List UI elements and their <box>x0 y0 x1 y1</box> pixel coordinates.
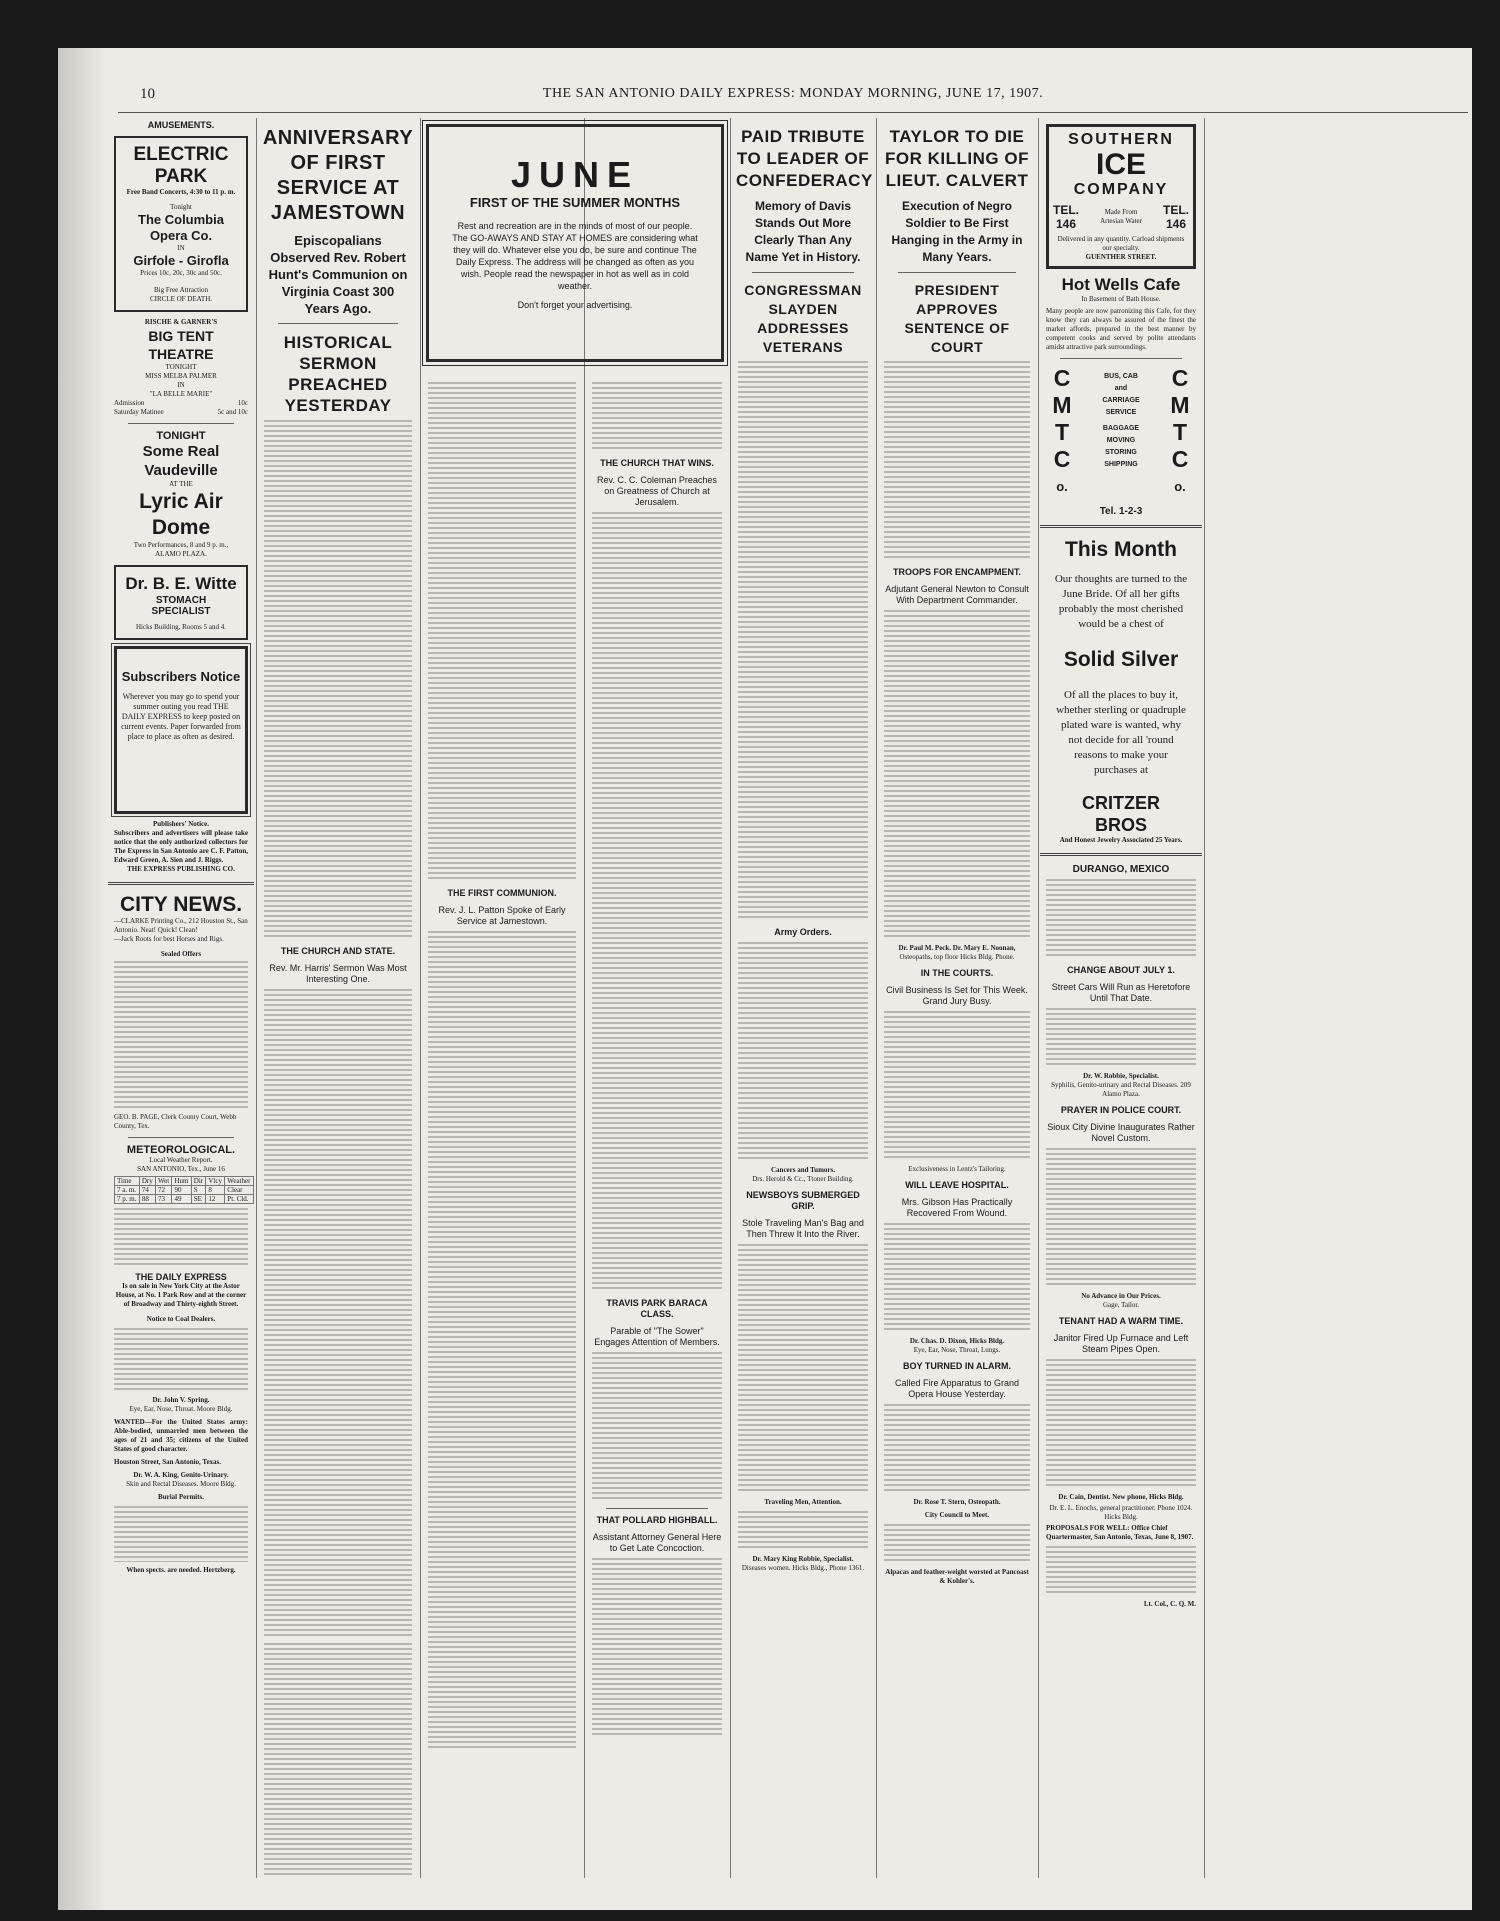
table-cell: 49 <box>172 1195 191 1204</box>
divider <box>278 323 398 324</box>
alarm-headline: BOY TURNED IN ALARM. <box>903 1361 1011 1371</box>
airdome-location: ALAMO PLAZA. <box>155 550 207 558</box>
newsboys-deck: Stole Traveling Man's Bag and Then Threw It Into the River. <box>742 1218 864 1239</box>
noonan-ad-name: Dr. Paul M. Peck. Dr. Mary E. Noonan, <box>898 944 1016 952</box>
divider <box>108 882 254 885</box>
jamestown-headline: ANNIVERSARY OF FIRST SERVICE AT JAMESTOWN <box>262 127 414 224</box>
hot-wells-sub: In Basement of Bath House. <box>1081 295 1161 303</box>
southern-ice-ad <box>1046 124 1196 269</box>
column-ads-right <box>1040 118 1202 1878</box>
enochs-ad: Dr. E. L. Enochs, general practitioner. Phone 1024. Hicks Bldg. <box>1049 1504 1193 1521</box>
wanted-ad: WANTED—For the United States army: Able-bodied, unmarried men between the ages of 21 and 35; citizens of the United States of good character. <box>114 1418 248 1453</box>
big-tent-ad <box>114 318 248 417</box>
sealed-offers-body <box>114 961 248 1111</box>
stern-ad: Dr. Rose T. Stern, Osteopath. <box>913 1498 1001 1506</box>
weather-report-dateline: SAN ANTONIO, Tex., June 16 <box>137 1165 225 1173</box>
airdome-performances: Two Performances, 8 and 9 p. m., <box>133 541 229 549</box>
big-tent-matinee-row <box>114 408 248 417</box>
airdome-at: AT THE <box>169 480 193 488</box>
hot-wells-body: Many people are now patronizing this Cafe, for they know they can always be assured of the finest the market affords, prepared in the best manner by competent cooks and served by polite attendants amidst attractive park surroundings. <box>1046 307 1196 351</box>
electric-park-show: Girfole - Girofla <box>133 253 229 268</box>
table-cell: 12 <box>206 1195 225 1204</box>
table-cell: 73 <box>156 1195 172 1204</box>
table-header: Dry <box>139 1177 155 1186</box>
confederacy-deck: Memory of Davis Stands Out More Clearly Than Any Name Yet in History. <box>745 199 861 264</box>
electric-park-ad <box>114 136 248 312</box>
cmtc-services <box>1102 365 1139 500</box>
article-body <box>884 1524 1030 1564</box>
table-header: Hum <box>172 1177 191 1186</box>
june-announcement-box <box>426 124 724 362</box>
troops-headline: TROOPS FOR ENCAMPMENT. <box>892 567 1021 577</box>
army-orders-subhead: Army Orders. <box>774 927 832 937</box>
divider <box>1060 358 1182 359</box>
ice-ad-line-1: SOUTHERN <box>1068 131 1174 148</box>
hospital-headline: WILL LEAVE HOSPITAL. <box>905 1180 1009 1190</box>
cmtc-service: BUS, CAB <box>1104 373 1138 380</box>
ice-ad-tel-right <box>1163 203 1189 231</box>
confederacy-headline: PAID TRIBUTE TO LEADER OF CONFEDERACY <box>736 127 873 190</box>
airdome-title: Lyric Air Dome <box>139 490 223 539</box>
table-cell: 74 <box>139 1186 155 1195</box>
divider <box>1040 525 1202 528</box>
burial-footer: When spects. are needed. Hertzberg. <box>126 1566 236 1574</box>
troops-deck: Adjutant General Newton to Consult With Department Commander. <box>885 584 1029 605</box>
baraca-headline: TRAVIS PARK BARACA CLASS. <box>606 1298 708 1319</box>
article-body <box>738 942 868 1162</box>
historical-sermon-headline: HISTORICAL SERMON PREACHED YESTERDAY <box>283 333 393 415</box>
column-rule <box>1204 118 1205 1878</box>
council-headline: City Council to Meet. <box>924 1511 990 1519</box>
spring-ad-name: Dr. John V. Spring. <box>152 1396 210 1404</box>
critzer-brand: CRITZER BROS <box>1082 793 1160 835</box>
critzer-body-1: Our thoughts are turned to the June Bride. Of all her gifts probably the most cherished would be a chest of <box>1054 573 1188 630</box>
dixon-ad-name: Dr. Chas. D. Dixon, Hicks Bldg. <box>909 1337 1005 1345</box>
table-cell: SE <box>191 1195 206 1204</box>
electric-park-circle: CIRCLE OF DEATH. <box>149 295 213 303</box>
hot-wells-ad <box>1046 275 1196 352</box>
church-wins-deck: Rev. C. C. Coleman Preaches on Greatness of Church at Jerusalem. <box>597 475 717 507</box>
article-body <box>884 1223 1030 1333</box>
page-number: 10 <box>140 86 155 102</box>
jamestown-deck: Episcopalians Observed Rev. Robert Hunt's Communion on Virginia Coast 300 Years Ago. <box>268 233 408 316</box>
divider <box>752 272 854 273</box>
article-body <box>428 931 576 1751</box>
church-wins-headline: THE CHURCH THAT WINS. <box>600 458 714 468</box>
critzer-tagline: And Honest Jewelry Associated 25 Years. <box>1059 836 1183 844</box>
baraca-deck: Parable of "The Sower" Engages Attention of Members. <box>594 1326 720 1347</box>
daily-express-body: Is on sale in New York City at the Astor House, at No. 1 Park Row and at the corner of Broadway and Thirty-eighth Street. <box>115 1282 247 1308</box>
patton-deck: Rev. J. L. Patton Spoke of Early Service at Jamestown. <box>438 905 566 926</box>
article-body <box>428 382 576 882</box>
prayer-deck: Sioux City Divine Inaugurates Rather Novel Custom. <box>1047 1122 1195 1143</box>
article-body <box>592 1558 722 1738</box>
cmtc-letter: T <box>1054 419 1070 445</box>
spring-ad-line: Eye, Ear, Nose, Throat. Moore Bldg. <box>129 1405 233 1413</box>
coal-notice-body <box>114 1328 248 1392</box>
article-body <box>884 610 1030 940</box>
courts-headline: IN THE COURTS. <box>920 968 994 978</box>
king-ad-name: Dr. W. A. King, Genito-Urinary. <box>133 1471 229 1479</box>
article-body <box>1046 1359 1196 1489</box>
proposals-ad: PROPOSALS FOR WELL: Office Chief Quartermaster, San Antonio, Texas, June 8, 1907. <box>1046 1524 1194 1541</box>
cmtc-service: CARRIAGE <box>1102 397 1140 404</box>
cmtc-service: MOVING <box>1106 437 1136 444</box>
burial-permits-body <box>114 1506 248 1562</box>
divider <box>128 423 234 424</box>
city-news-title: CITY NEWS. <box>119 893 243 916</box>
article-body <box>264 420 412 940</box>
witte-specialty-2: SPECIALIST <box>151 606 211 617</box>
burial-permits-title: Burial Permits. <box>158 1493 204 1501</box>
weather-header-row <box>115 1177 254 1186</box>
newsboys-headline: NEWSBOYS SUBMERGED GRIP. <box>746 1190 860 1211</box>
table-cell: Pt. Cld. <box>225 1195 254 1204</box>
amusements-title: AMUSEMENTS. <box>147 120 215 130</box>
cmtc-tel: Tel. 1-2-3 <box>1099 506 1143 517</box>
airdome-ad <box>114 430 248 559</box>
durango-headline: DURANGO, MEXICO <box>1072 864 1170 875</box>
big-tent-owners: RISCHE & GARNER'S <box>144 318 218 326</box>
subscribers-notice-title: Subscribers Notice <box>121 669 241 684</box>
ice-ad-street: GUENTHER STREET. <box>1085 253 1157 261</box>
change-headline: CHANGE ABOUT JULY 1. <box>1067 965 1175 975</box>
publishers-notice-title: Publishers' Notice. <box>153 820 209 828</box>
city-news-item: —CLARKE Printing Co., 212 Houston St., San Antonio. Neat! Quick! Clean! <box>114 917 248 934</box>
june-body: Rest and recreation are in the minds of most of our people. The GO-AWAYS AND STAY AT HOMES are considering what they will do. Whatever else you do, be sure and continue The Daily Express. The address will be changed as often as you wish. People read the newspaper in hot as well as in cold weather. <box>452 221 698 291</box>
meteorological-title: METEOROLOGICAL. <box>126 1144 236 1156</box>
big-tent-play: "LA BELLE MARIE" <box>149 390 213 398</box>
table-cell: Clear <box>225 1186 254 1195</box>
ice-ad-tel-left <box>1053 203 1079 231</box>
cmtc-letter: M <box>1170 392 1190 418</box>
article-body <box>884 1404 1030 1494</box>
june-title: JUNE <box>510 154 640 195</box>
dixon-ad-line: Eye, Ear, Nose, Throat, Lungs. <box>913 1346 1001 1354</box>
table-header: Wet <box>156 1177 172 1186</box>
king-ad-line: Skin and Rectal Diseases. Moore Bldg. <box>126 1480 236 1488</box>
taylor-deck: Execution of Negro Soldier to Be First Hanging in the Army in Many Years. <box>891 199 1023 264</box>
cmtc-letter: o. <box>1174 479 1186 494</box>
page-header <box>118 86 1468 113</box>
page-gutter <box>58 48 106 1910</box>
tel-number: 146 <box>1165 217 1187 231</box>
electric-park-in: IN <box>177 244 185 252</box>
cmtc-letters-left <box>1046 365 1078 500</box>
column-rule <box>730 118 731 1878</box>
slayden-headline: CONGRESSMAN SLAYDEN ADDRESSES VETERANS <box>744 282 862 355</box>
table-cell: 88 <box>139 1195 155 1204</box>
column-rule <box>584 118 585 1878</box>
cmtc-letter: M <box>1052 392 1072 418</box>
table-cell: 72 <box>156 1186 172 1195</box>
courts-deck: Civil Business Is Set for This Week. Grand Jury Busy. <box>886 985 1028 1006</box>
big-tent-title: BIG TENT THEATRE <box>148 328 214 362</box>
article-body <box>1046 1546 1196 1596</box>
article-body <box>264 1643 412 1878</box>
publishers-notice-body: Subscribers and advertisers will please take notice that the only authorized collectors for The Express in San Antonio are C. F. Patton, Edward Green, A. Sien and J. Riggs. <box>114 829 248 864</box>
article-body <box>738 1244 868 1494</box>
divider <box>128 1137 234 1138</box>
proposals-signature: Lt. Col., C. Q. M. <box>1143 1600 1196 1608</box>
hot-wells-title: Hot Wells Cafe <box>1061 275 1181 294</box>
critzer-title: This Month <box>1065 538 1177 561</box>
table-header: Vlcy <box>206 1177 225 1186</box>
publishers-notice-signature: THE EXPRESS PUBLISHING CO. <box>127 865 235 873</box>
tel-label: TEL. <box>1053 203 1079 217</box>
electric-park-attraction: Big Free Attraction <box>153 286 209 294</box>
cmtc-letter: C <box>1171 446 1189 472</box>
admission-label: Admission <box>114 399 145 407</box>
table-header: Dir <box>191 1177 206 1186</box>
article-body <box>1046 1008 1196 1068</box>
article-body <box>264 989 412 1639</box>
column-rule <box>876 118 877 1878</box>
subscribers-notice <box>114 646 248 814</box>
cmtc-letter: o. <box>1056 479 1068 494</box>
witte-ad <box>114 565 248 640</box>
cmtc-letter: T <box>1172 419 1188 445</box>
sealed-offers-title: Sealed Offers <box>160 950 202 958</box>
ice-ad-made: Made From Artesian Water <box>1100 208 1142 225</box>
meteorological <box>108 1144 254 1575</box>
city-news-item: —Jack Roots for best Horses and Rigs. <box>114 935 224 943</box>
robbie-ad-name: Dr. Mary King Robbie, Specialist. <box>752 1555 854 1563</box>
w-robbie-ad-name: Dr. W. Robbie, Specialist. <box>1083 1072 1159 1080</box>
table-header: Time <box>115 1177 140 1186</box>
robbie-ad-line: Diseases women. Hicks Bldg., Phone 1361. <box>741 1564 865 1572</box>
critzer-highlight: Solid Silver <box>1063 648 1179 671</box>
electric-park-tonight: Tonight <box>170 203 192 211</box>
witte-address: Hicks Building, Rooms 5 and 4. <box>135 623 227 631</box>
pollard-deck: Assistant Attorney General Here to Get Late Concoction. <box>592 1532 722 1553</box>
masthead: THE SAN ANTONIO DAILY EXPRESS: MONDAY MORNING, JUNE 17, 1907. <box>542 86 1044 101</box>
subscribers-notice-body: Wherever you may go to spend your summer outing you read THE DAILY EXPRESS to keep posted on current events. Paper forwarded from place to place as often as desired. <box>121 692 241 741</box>
article-body <box>884 361 1030 561</box>
prayer-headline: PRAYER IN POLICE COURT. <box>1060 1105 1182 1115</box>
table-cell: 90 <box>172 1186 191 1195</box>
table-cell: 7 a. m. <box>115 1186 140 1195</box>
critzer-body-2: Of all the places to buy it, whether sterling or quadruple plated ware is wanted, why not decide for all 'round reasons to make your purchases at <box>1056 689 1186 776</box>
coal-notice-title: Notice to Coal Dealers. <box>146 1315 216 1323</box>
admission-price: 10c <box>237 399 248 407</box>
article-body <box>592 1352 722 1502</box>
weather-report-subtitle: Local Weather Report. <box>149 1156 213 1164</box>
ice-ad-delivery: Delivered in any quantity. Carload shipments our specialty. <box>1057 235 1185 252</box>
column-rule <box>256 118 257 1878</box>
noonan-ad-line: Osteopaths, top floor Hicks Bldg. Phone. <box>899 953 1015 961</box>
electric-park-concerts: Free Band Concerts, 4:30 to 11 p. m. <box>126 188 236 196</box>
taylor-headline: TAYLOR TO DIE FOR KILLING OF LIEUT. CALVERT <box>885 127 1029 190</box>
divider <box>1040 853 1202 856</box>
cain-ad: Dr. Cain, Dentist. New phone, Hicks Bldg. <box>1058 1493 1184 1501</box>
city-news <box>114 893 248 1131</box>
cmtc-service: and <box>1114 385 1128 392</box>
newspaper-page <box>58 48 1472 1910</box>
witte-name: Dr. B. E. Witte <box>125 574 237 593</box>
wanted-address: Houston Street, San Antonio, Texas. <box>114 1458 222 1466</box>
ice-ad-line-2: ICE <box>1095 148 1146 181</box>
prices-line: Gage, Tailor. <box>1102 1301 1140 1309</box>
tel-number: 146 <box>1055 217 1077 231</box>
divider <box>606 1508 708 1509</box>
witte-specialty-1: STOMACH <box>155 595 207 606</box>
weather-shirts-ad: Alpacas and feather-weight worsted at Pancoast & Kohler's. <box>885 1568 1029 1585</box>
article-body <box>1046 879 1196 959</box>
table-header: Weather <box>225 1177 254 1186</box>
electric-park-title: ELECTRIC PARK <box>133 144 229 187</box>
cancers-line: Drs. Herold & Cc., Ttoner Building. <box>752 1175 854 1183</box>
article-body <box>884 1011 1030 1161</box>
president-approves-headline: PRESIDENT APPROVES SENTENCE OF COURT <box>904 282 1010 355</box>
first-communion-subhead: THE FIRST COMMUNION. <box>447 888 557 898</box>
electric-park-prices: Prices 10c, 20c, 30c and 50c. <box>140 269 222 277</box>
column-four <box>586 378 728 1878</box>
cmtc-service: SERVICE <box>1105 409 1137 416</box>
cancers-title: Cancers and Tumors. <box>771 1166 835 1174</box>
publishers-notice <box>114 820 248 874</box>
alarm-deck: Called Fire Apparatus to Grand Opera House Yesterday. <box>894 1378 1020 1399</box>
traveling-men: Traveling Men, Attention. <box>764 1498 842 1506</box>
weather-table <box>114 1176 254 1204</box>
weather-report-body <box>114 1208 248 1268</box>
daily-express-title: THE DAILY EXPRESS <box>135 1272 227 1282</box>
church-state-subhead: THE CHURCH AND STATE. <box>280 946 396 956</box>
divider <box>898 272 1016 273</box>
article-body <box>1046 1148 1196 1288</box>
june-box-column <box>422 118 728 378</box>
table-row <box>115 1195 254 1204</box>
cmtc-service: BAGGAGE <box>1102 425 1140 432</box>
cmtc-letter: C <box>1053 446 1071 472</box>
tailoring-ad: Exclusiveness in Lentz's Tailoring. <box>908 1165 1006 1173</box>
tenant-deck: Janitor Fired Up Furnace and Left Steam Pipes Open. <box>1053 1333 1189 1354</box>
cmtc-letter: C <box>1053 365 1071 391</box>
article-body <box>738 1511 868 1551</box>
june-subtitle: FIRST OF THE SUMMER MONTHS <box>469 195 681 210</box>
critzer-ad <box>1054 536 1188 845</box>
sealed-offers-signature: GEO. B. PAGE, Clerk County Court, Webb County, Tex. <box>114 1113 237 1130</box>
table-cell: 7 p. m. <box>115 1195 140 1204</box>
tel-label: TEL. <box>1163 203 1189 217</box>
tenant-headline: TENANT HAD A WARM TIME. <box>1058 1316 1184 1326</box>
big-tent-tonight: TONIGHT <box>165 363 197 371</box>
matinee-price: 5c and 10c <box>217 408 248 416</box>
column-taylor <box>878 118 1036 1878</box>
cmtc-letters-right <box>1164 365 1196 500</box>
big-tent-in: IN <box>177 381 185 389</box>
cmtc-service: SHIPPING <box>1104 461 1138 468</box>
matinee-label: Saturday Matinee <box>114 408 164 416</box>
hospital-deck: Mrs. Gibson Has Practically Recovered From Wound. <box>901 1197 1013 1218</box>
article-body <box>592 382 722 452</box>
prices-headline: No Advance in Our Prices. <box>1081 1292 1161 1300</box>
article-body <box>738 361 868 921</box>
cmtc-ad <box>1046 365 1196 500</box>
column-rule <box>1038 118 1039 1878</box>
pollard-headline: THAT POLLARD HIGHBALL. <box>596 1515 718 1525</box>
table-row <box>115 1186 254 1195</box>
column-rule <box>420 118 421 1878</box>
june-footer: Don't forget your advertising. <box>517 300 633 310</box>
airdome-tonight: TONIGHT <box>156 430 206 442</box>
airdome-headline: Some Real Vaudeville <box>142 443 220 479</box>
table-cell: 8 <box>206 1186 225 1195</box>
cmtc-letter: C <box>1171 365 1189 391</box>
big-tent-star: MISS MELBA PALMER <box>145 372 217 380</box>
ice-ad-tel-row <box>1053 203 1189 231</box>
column-jamestown <box>258 118 418 1878</box>
table-cell: S <box>191 1186 206 1195</box>
cmtc-service: STORING <box>1105 449 1137 456</box>
harris-sermon-deck: Rev. Mr. Harris' Sermon Was Most Interesting One. <box>269 963 407 984</box>
durango-section <box>1040 864 1202 1609</box>
electric-park-company: The Columbia Opera Co. <box>138 212 224 243</box>
column-confederacy <box>732 118 874 1878</box>
ice-ad-line-3: COMPANY <box>1073 181 1169 198</box>
column-three <box>422 378 582 1878</box>
w-robbie-ad-line: Syphilis, Genito-urinary and Rectal Diseases. 209 Alamo Plaza. <box>1051 1081 1191 1098</box>
article-body <box>592 512 722 1292</box>
change-deck: Street Cars Will Run as Heretofore Until That Date. <box>1051 982 1191 1003</box>
column-amusements <box>108 118 254 1878</box>
big-tent-admission-row <box>114 399 248 408</box>
